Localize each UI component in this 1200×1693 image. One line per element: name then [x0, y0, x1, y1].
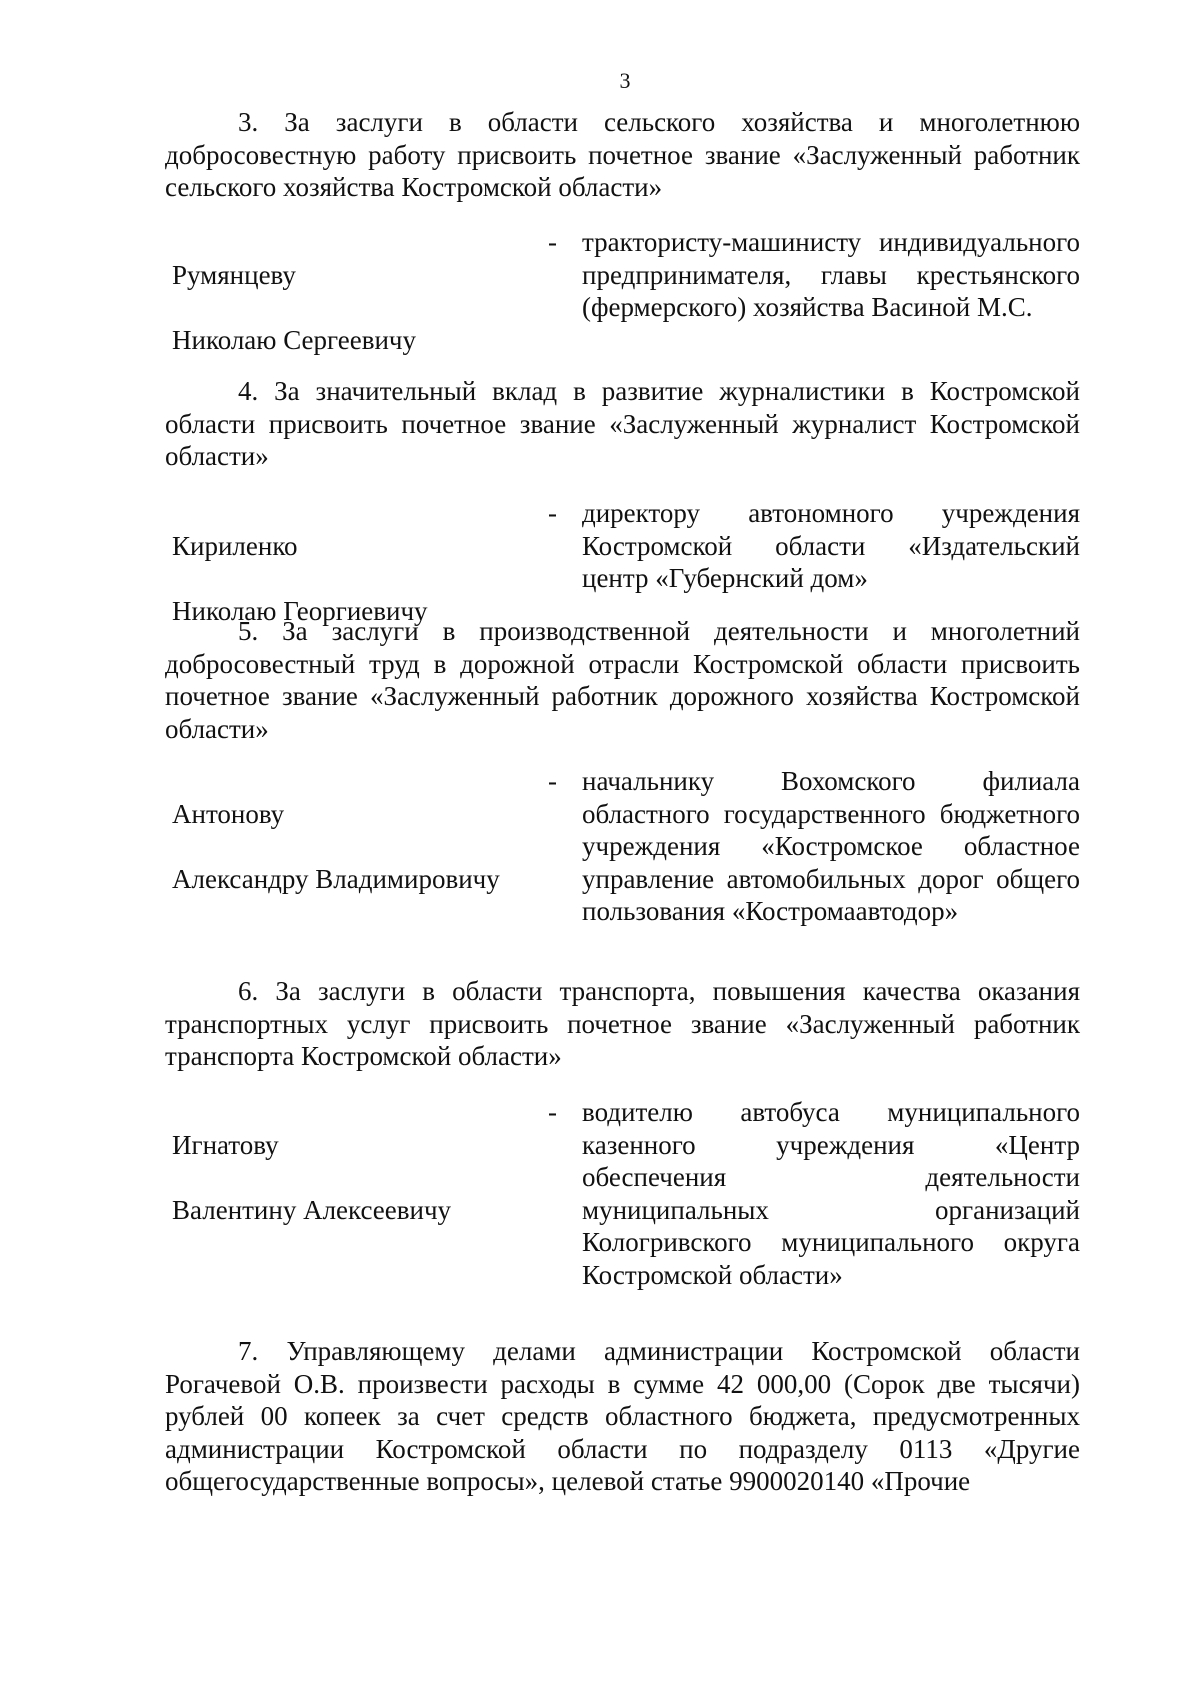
recipient-given-names: Николаю Сергеевичу [172, 324, 417, 355]
recipient-surname: Кириленко [172, 530, 298, 561]
award-paragraph-5: 5. За заслуги в производственной деятельности и многолетний добросовестный труд в дорожной отрасли Костромской области присвоить почетное звание «Заслуженный работник дорожного хозяйства Костромской области» [165, 616, 1080, 744]
award-paragraph-6: 6. За заслуги в области транспорта, повышения качества оказания транспортных услуг присвоить почетное звание «Заслуженный работник транспорта Костромской области» [165, 976, 1080, 1071]
recipient-given-names: Николаю Георгиевичу [172, 595, 428, 626]
recipient-position: водителю автобуса муниципального казенного учреждения «Центр обеспечения деятельности муниципальных организаций Кологривского муниципального округа Костромской области» [582, 1097, 1080, 1290]
paragraph-7: 7. Управляющему делами администрации Костромской области Рогачевой О.В. произвести расходы в сумме 42 000,00 (Сорок две тысячи) рублей 00 копеек за счет средств областного бюджета, предусмотренных администрации Костромской области по подразделу 0113 «Другие общегосударственные вопросы», целевой статье 9900020140 «Прочие [165, 1336, 1080, 1496]
award-paragraph-4: 4. За значительный вклад в развитие журналистики в Костромской области присвоить почетное звание «Заслуженный журналист Костромской области» [165, 376, 1080, 471]
recipient-given-names: Александру Владимировичу [172, 863, 500, 894]
recipient-dash: - [548, 227, 557, 257]
award-paragraph-3: 3. За заслуги в области сельского хозяйства и многолетнюю добросовестную работу присвоить почетное звание «Заслуженный работник сельского хозяйства Костромской области» [165, 107, 1080, 202]
recipient-dash: - [548, 498, 557, 528]
page-number: 3 [619, 68, 631, 93]
recipient-position: начальнику Вохомского филиала областного государственного бюджетного учреждения «Костромское областное управление автомобильных дорог общего пользования «Костромаавтодор» [582, 766, 1080, 926]
recipient-name [172, 765, 552, 928]
recipient-name [172, 1096, 552, 1259]
recipient-position: трактористу-машинисту индивидуального предпринимателя, главы крестьянского (фермерского) хозяйства Васиной М.С. [582, 227, 1080, 322]
recipient-surname: Румянцеву [172, 259, 296, 290]
recipient-dash: - [548, 766, 557, 796]
recipient-name [172, 226, 552, 389]
recipient-dash: - [548, 1097, 557, 1127]
recipient-position: директору автономного учреждения Костромской области «Издательский центр «Губернский дом» [582, 498, 1080, 593]
recipient-surname: Антонову [172, 798, 285, 829]
recipient-surname: Игнатову [172, 1129, 279, 1160]
recipient-given-names: Валентину Алексеевичу [172, 1194, 452, 1225]
